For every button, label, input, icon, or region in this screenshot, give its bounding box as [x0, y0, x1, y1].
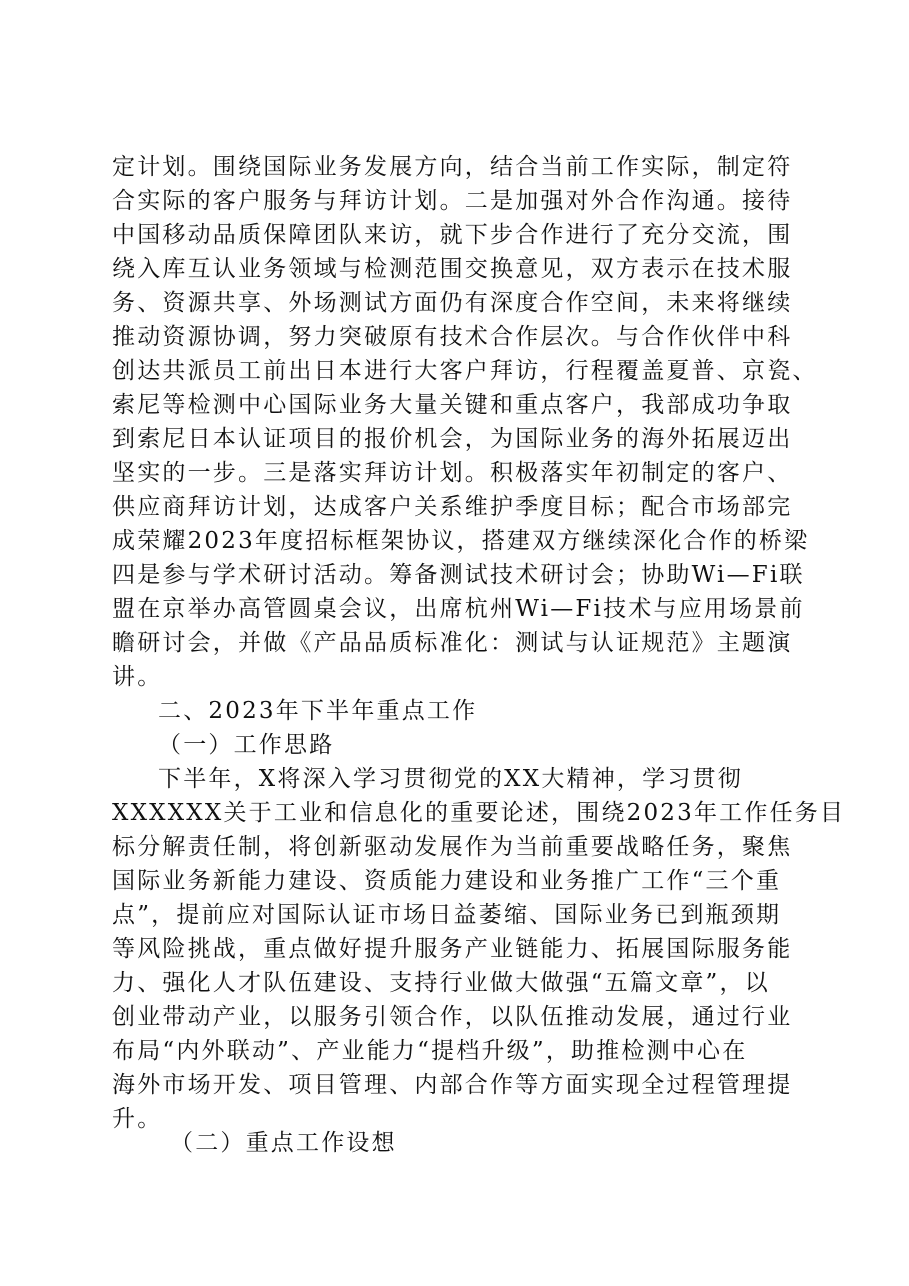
- paragraph-line: 海外市场开发、项目管理、内部合作等方面实现全过程管理提: [112, 1072, 793, 1098]
- paragraph-line: 定计划。围绕国际业务发展方向，结合当前工作实际，制定符: [112, 154, 793, 180]
- paragraph-line: 绕入库互认业务领域与检测范围交换意见，双方表示在技术服: [112, 256, 793, 282]
- paragraph-line: 布局“内外联动”、产业能力“提档升级”，助推检测中心在: [112, 1038, 748, 1064]
- paragraph-line: 标分解责任制，将创新驱动发展作为当前重要战略任务，聚焦: [112, 834, 793, 860]
- paragraph-line: 到索尼日本认证项目的报价机会，为国际业务的海外拓展迈出: [112, 426, 793, 452]
- paragraph-line: 中国移动品质保障团队来访，就下步合作进行了充分交流，围: [112, 222, 793, 248]
- subsection-heading: （二）重点工作设想: [170, 1130, 397, 1156]
- paragraph-line: 力、强化人才队伍建设、支持行业做大做强“五篇文章”，以: [112, 970, 770, 996]
- section-heading: 二、2023年下半年重点工作: [158, 698, 478, 724]
- paragraph-line: 点”，提前应对国际认证市场日益萎缩、国际业务已到瓶颈期: [112, 902, 782, 928]
- paragraph-line: 等风险挑战，重点做好提升服务产业链能力、拓展国际服务能: [112, 936, 793, 962]
- paragraph-line: 推动资源协调，努力突破原有技术合作层次。与合作伙伴中科: [112, 324, 793, 350]
- paragraph-line: 坚实的一步。三是落实拜访计划。积极落实年初制定的客户、: [112, 460, 793, 486]
- paragraph-line: 创达共派员工前出日本进行大客户拜访，行程覆盖夏普、京瓷、: [112, 358, 818, 384]
- paragraph-line: 供应商拜访计划，达成客户关系维护季度目标；配合市场部完: [112, 494, 793, 520]
- paragraph-line: 讲。: [112, 664, 163, 690]
- paragraph-line: 合实际的客户服务与拜访计划。二是加强对外合作沟通。接待: [112, 188, 793, 214]
- paragraph-line: 升。: [112, 1106, 163, 1132]
- paragraph-line: 下半年，X将深入学习贯彻党的XX大精神，学习贯彻: [158, 766, 743, 792]
- paragraph-line: 瞻研讨会，并做《产品品质标准化：测试与认证规范》主题演: [112, 630, 793, 656]
- subsection-heading: （一）工作思路: [158, 732, 335, 758]
- paragraph-line: 创业带动产业，以服务引领合作，以队伍推动发展，通过行业: [112, 1004, 793, 1030]
- paragraph-line: 四是参与学术研讨活动。筹备测试技术研讨会；协助Wi—Fi联: [112, 562, 805, 588]
- paragraph-line: 国际业务新能力建设、资质能力建设和业务推广工作“三个重: [112, 868, 782, 894]
- paragraph-line: 盟在京举办高管圆桌会议，出席杭州Wi—Fi技术与应用场景前: [112, 596, 805, 622]
- paragraph-line: XXXXXX关于工业和信息化的重要论述，围绕2023年工作任务目: [112, 800, 846, 826]
- paragraph-line: 务、资源共享、外场测试方面仍有深度合作空间，未来将继续: [112, 290, 793, 316]
- paragraph-line: 成荣耀2023年度招标框架协议，搭建双方继续深化合作的桥梁: [112, 528, 810, 554]
- paragraph-line: 索尼等检测中心国际业务大量关键和重点客户，我部成功争取: [112, 392, 793, 418]
